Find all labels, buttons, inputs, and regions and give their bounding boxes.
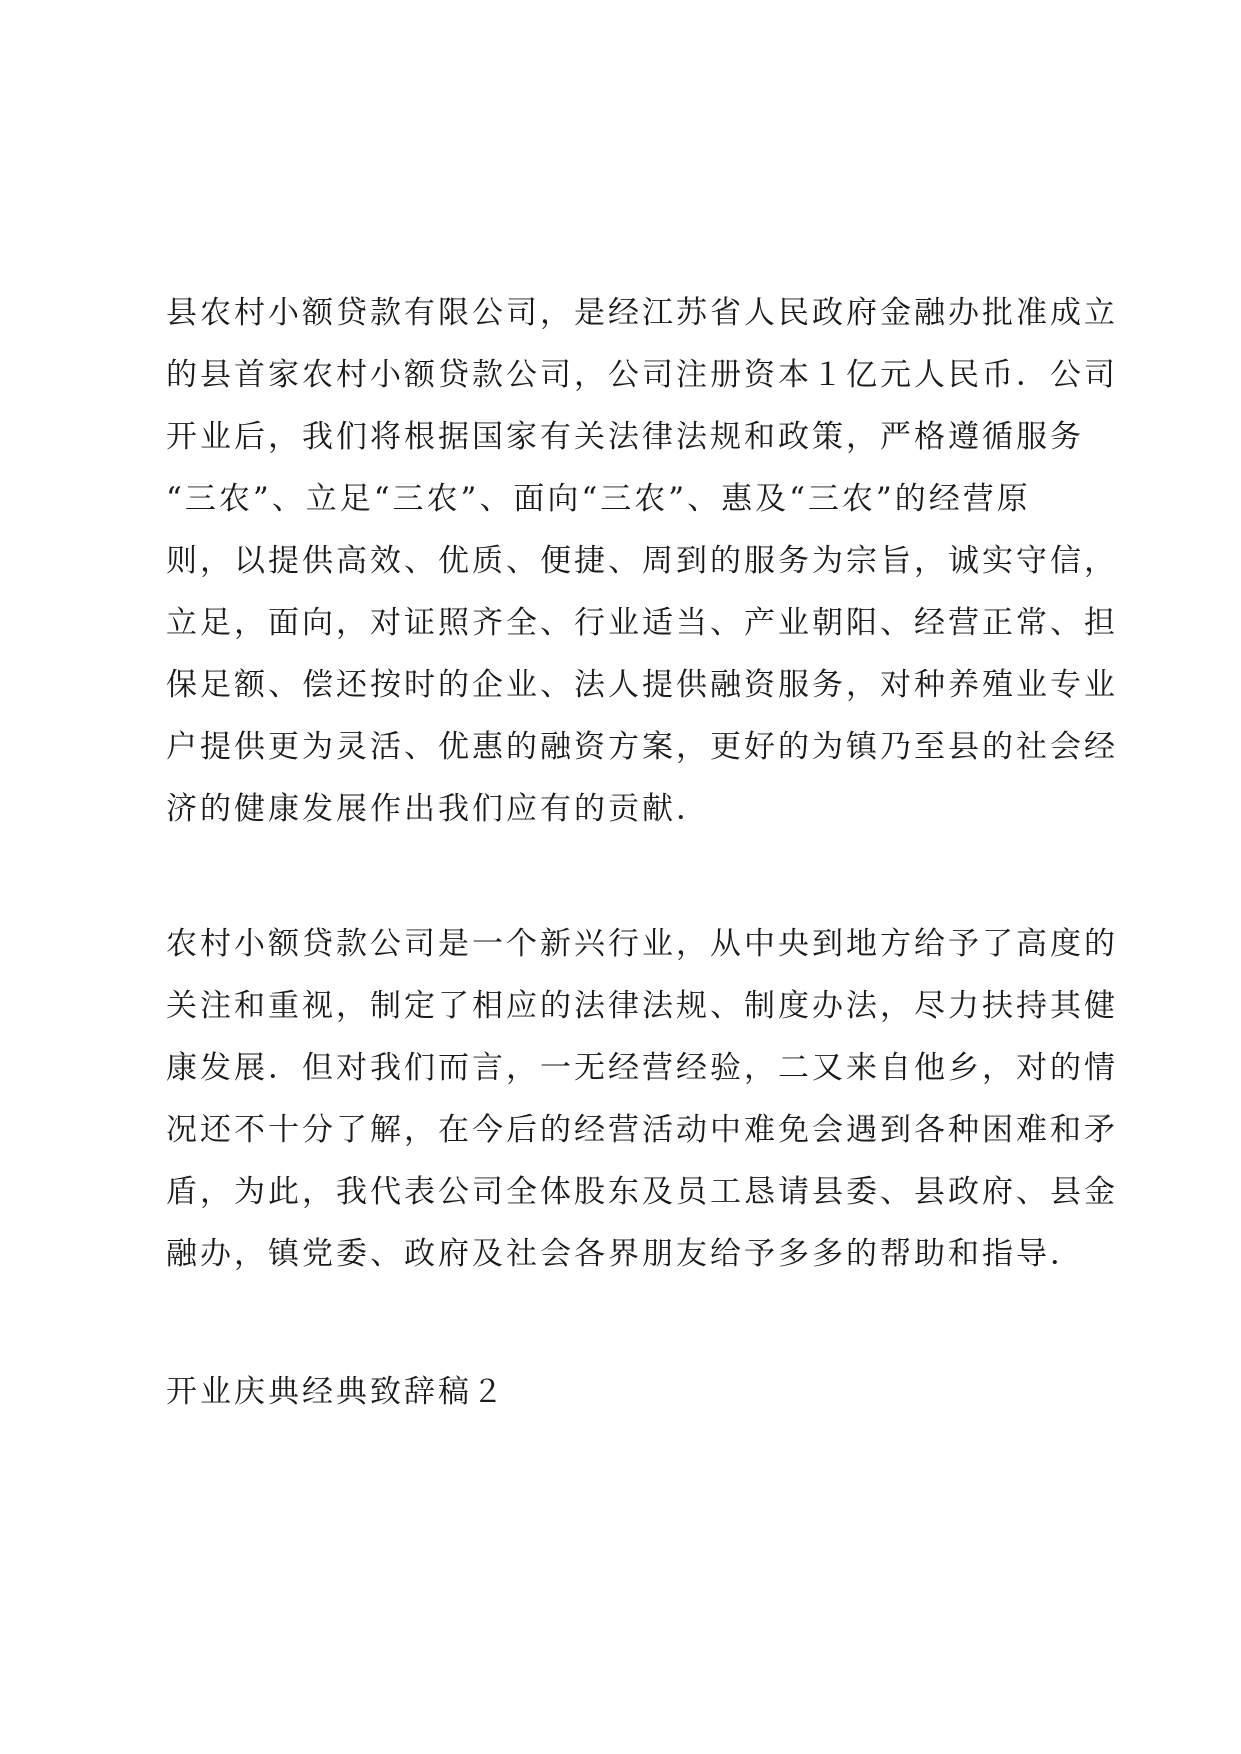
paragraph-line: 关注和重视，制定了相应的法律法规、制度办法，尽力扶持其健: [166, 988, 1118, 1024]
paragraph-line: 融办，镇党委、政府及社会各界朋友给予多多的帮助和指导．: [166, 1236, 1084, 1272]
section-heading-text: 开业庆典经典致辞稿２: [166, 1374, 506, 1410]
paragraph-line: “三农”、立足“三农”、面向“三农”、惠及“三农”的经营原: [166, 481, 1031, 517]
section-heading: [166, 1361, 1096, 1423]
paragraph-line: 立足，面向，对证照齐全、行业适当、产业朝阳、经营正常、担: [166, 605, 1118, 641]
paragraph-line: 户提供更为灵活、优惠的融资方案，更好的为镇乃至县的社会经: [166, 729, 1118, 765]
paragraph-line: 盾，为此，我代表公司全体股东及员工恳请县委、县政府、县金: [166, 1174, 1118, 1210]
paragraph-line: 济的健康发展作出我们应有的贡献．: [166, 791, 710, 827]
paragraph-line: 的县首家农村小额贷款公司，公司注册资本１亿元人民币．公司: [166, 357, 1118, 393]
paragraph-line: 康发展．但对我们而言，一无经营经验，二又来自他乡，对的情: [166, 1050, 1118, 1086]
paragraph-line: 则，以提供高效、优质、便捷、周到的服务为宗旨，诚实守信，: [166, 543, 1118, 579]
body-paragraph-2: [166, 913, 1118, 1285]
paragraph-line: 开业后，我们将根据国家有关法律法规和政策，严格遵循服务: [166, 419, 1084, 455]
paragraph-line: 农村小额贷款公司是一个新兴行业，从中央到地方给予了高度的: [166, 926, 1118, 962]
paragraph-line: 县农村小额贷款有限公司，是经江苏省人民政府金融办批准成立: [166, 295, 1118, 331]
paragraph-line: 保足额、偿还按时的企业、法人提供融资服务，对种养殖业专业: [166, 667, 1118, 703]
paragraph-line: 况还不十分了解，在今后的经营活动中难免会遇到各种困难和矛: [166, 1112, 1118, 1148]
body-paragraph-1: [166, 282, 1118, 840]
